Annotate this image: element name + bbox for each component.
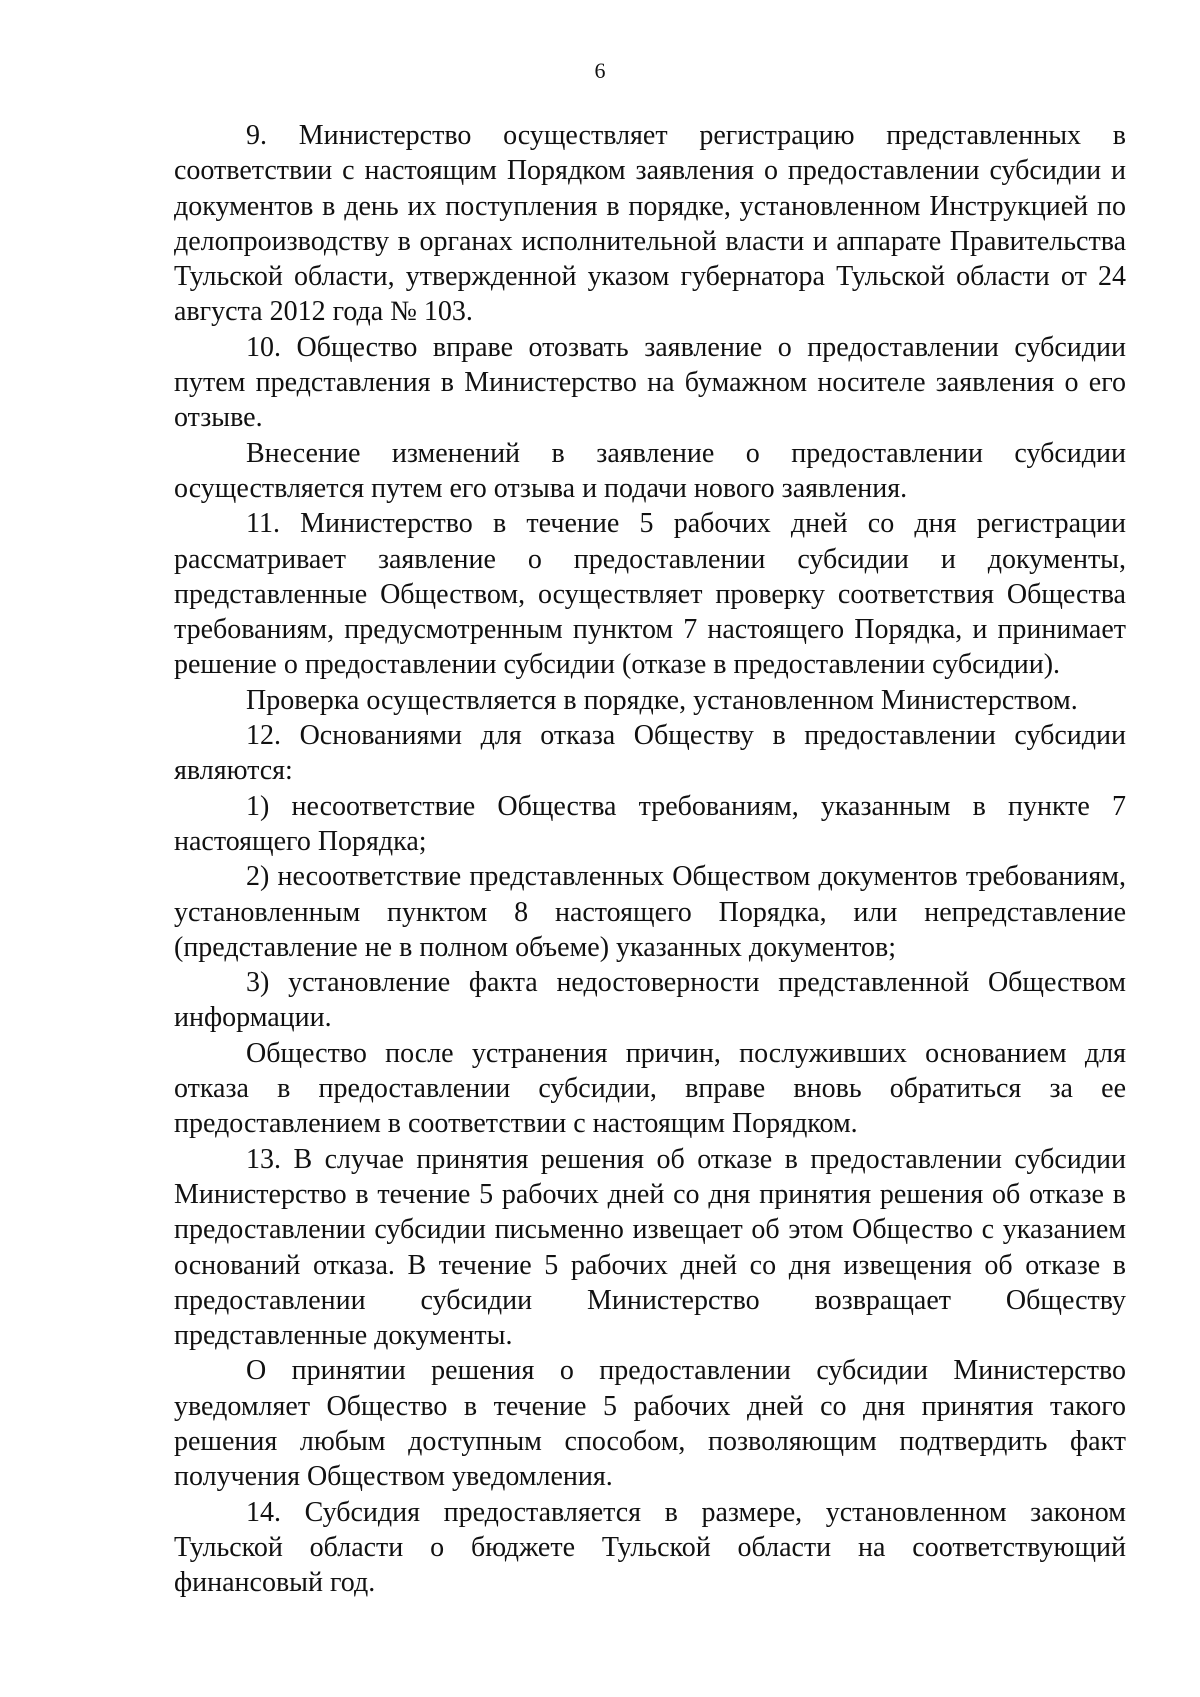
paragraph-13: 13. В случае принятия решения об отказе в предоставлении субсидии Министерство в течение 5 рабочих дней со дня принятия решения об отказе в предоставлении субсидии письменно извещает об этом Общество с указанием оснований отказа. В течение 5 рабочих дней со дня извещения об отказе в предоставлении субсидии Министерство возвращает Обществу представленные документы.	[174, 1143, 1126, 1352]
paragraph-14: 14. Субсидия предоставляется в размере, установленном законом Тульской области о бюджете Тульской области на соответствующий финансовый год.	[174, 1496, 1126, 1599]
paragraph-10-amendment: Внесение изменений в заявление о предоставлении субсидии осуществляется путем его отзыва и подачи нового заявления.	[174, 437, 1126, 504]
paragraph-10: 10. Общество вправе отозвать заявление о предоставлении субсидии путем представления в Министерство на бумажном носителе заявления о его отзыве.	[174, 331, 1126, 434]
paragraph-13-notification: О принятии решения о предоставлении субсидии Министерство уведомляет Общество в течение 5 рабочих дней со дня принятия такого решения любым доступным способом, позволяющим подтвердить факт получения Обществом уведомления.	[174, 1355, 1126, 1493]
paragraph-12-item-1: 1) несоответствие Общества требованиям, указанным в пункте 7 настоящего Порядка;	[174, 790, 1126, 857]
paragraph-12-item-2: 2) несоответствие представленных Обществом документов требованиям, установленным пунктом 8 настоящего Порядка, или непредставление (представление не в полном объеме) указанных документов;	[174, 861, 1126, 963]
paragraph-12: 12. Основаниями для отказа Обществу в предоставлении субсидии являются:	[174, 720, 1126, 787]
page-number: 6	[594, 58, 606, 83]
paragraph-9: 9. Министерство осуществляет регистрацию представленных в соответствии с настоящим Порядком заявления о предоставлении субсидии и документов в день их поступления в порядке, установленном Инструкцией по делопроизводству в органах исполнительной власти и аппарате Правительства Тульской области, утвержденной указом губернатора Тульской области от 24 августа 2012 года № 103.	[174, 120, 1126, 328]
paragraph-12-item-3: 3) установление факта недостоверности представленной Обществом информации.	[174, 967, 1126, 1034]
paragraph-11: 11. Министерство в течение 5 рабочих дней со дня регистрации рассматривает заявление о предоставлении субсидии и документы, представленные Обществом, осуществляет проверку соответствия Общества требованиям, предусмотренным пунктом 7 настоящего Порядка, и принимает решение о предоставлении субсидии (отказе в предоставлении субсидии).	[174, 508, 1126, 681]
paragraph-11-verification: Проверка осуществляется в порядке, установленном Министерством.	[246, 684, 1078, 716]
paragraph-12-reapply: Общество после устранения причин, послуживших основанием для отказа в предоставлении субсидии, вправе вновь обратиться за ее предоставлением в соответствии с настоящим Порядком.	[174, 1037, 1126, 1140]
document-body	[174, 118, 1126, 1600]
